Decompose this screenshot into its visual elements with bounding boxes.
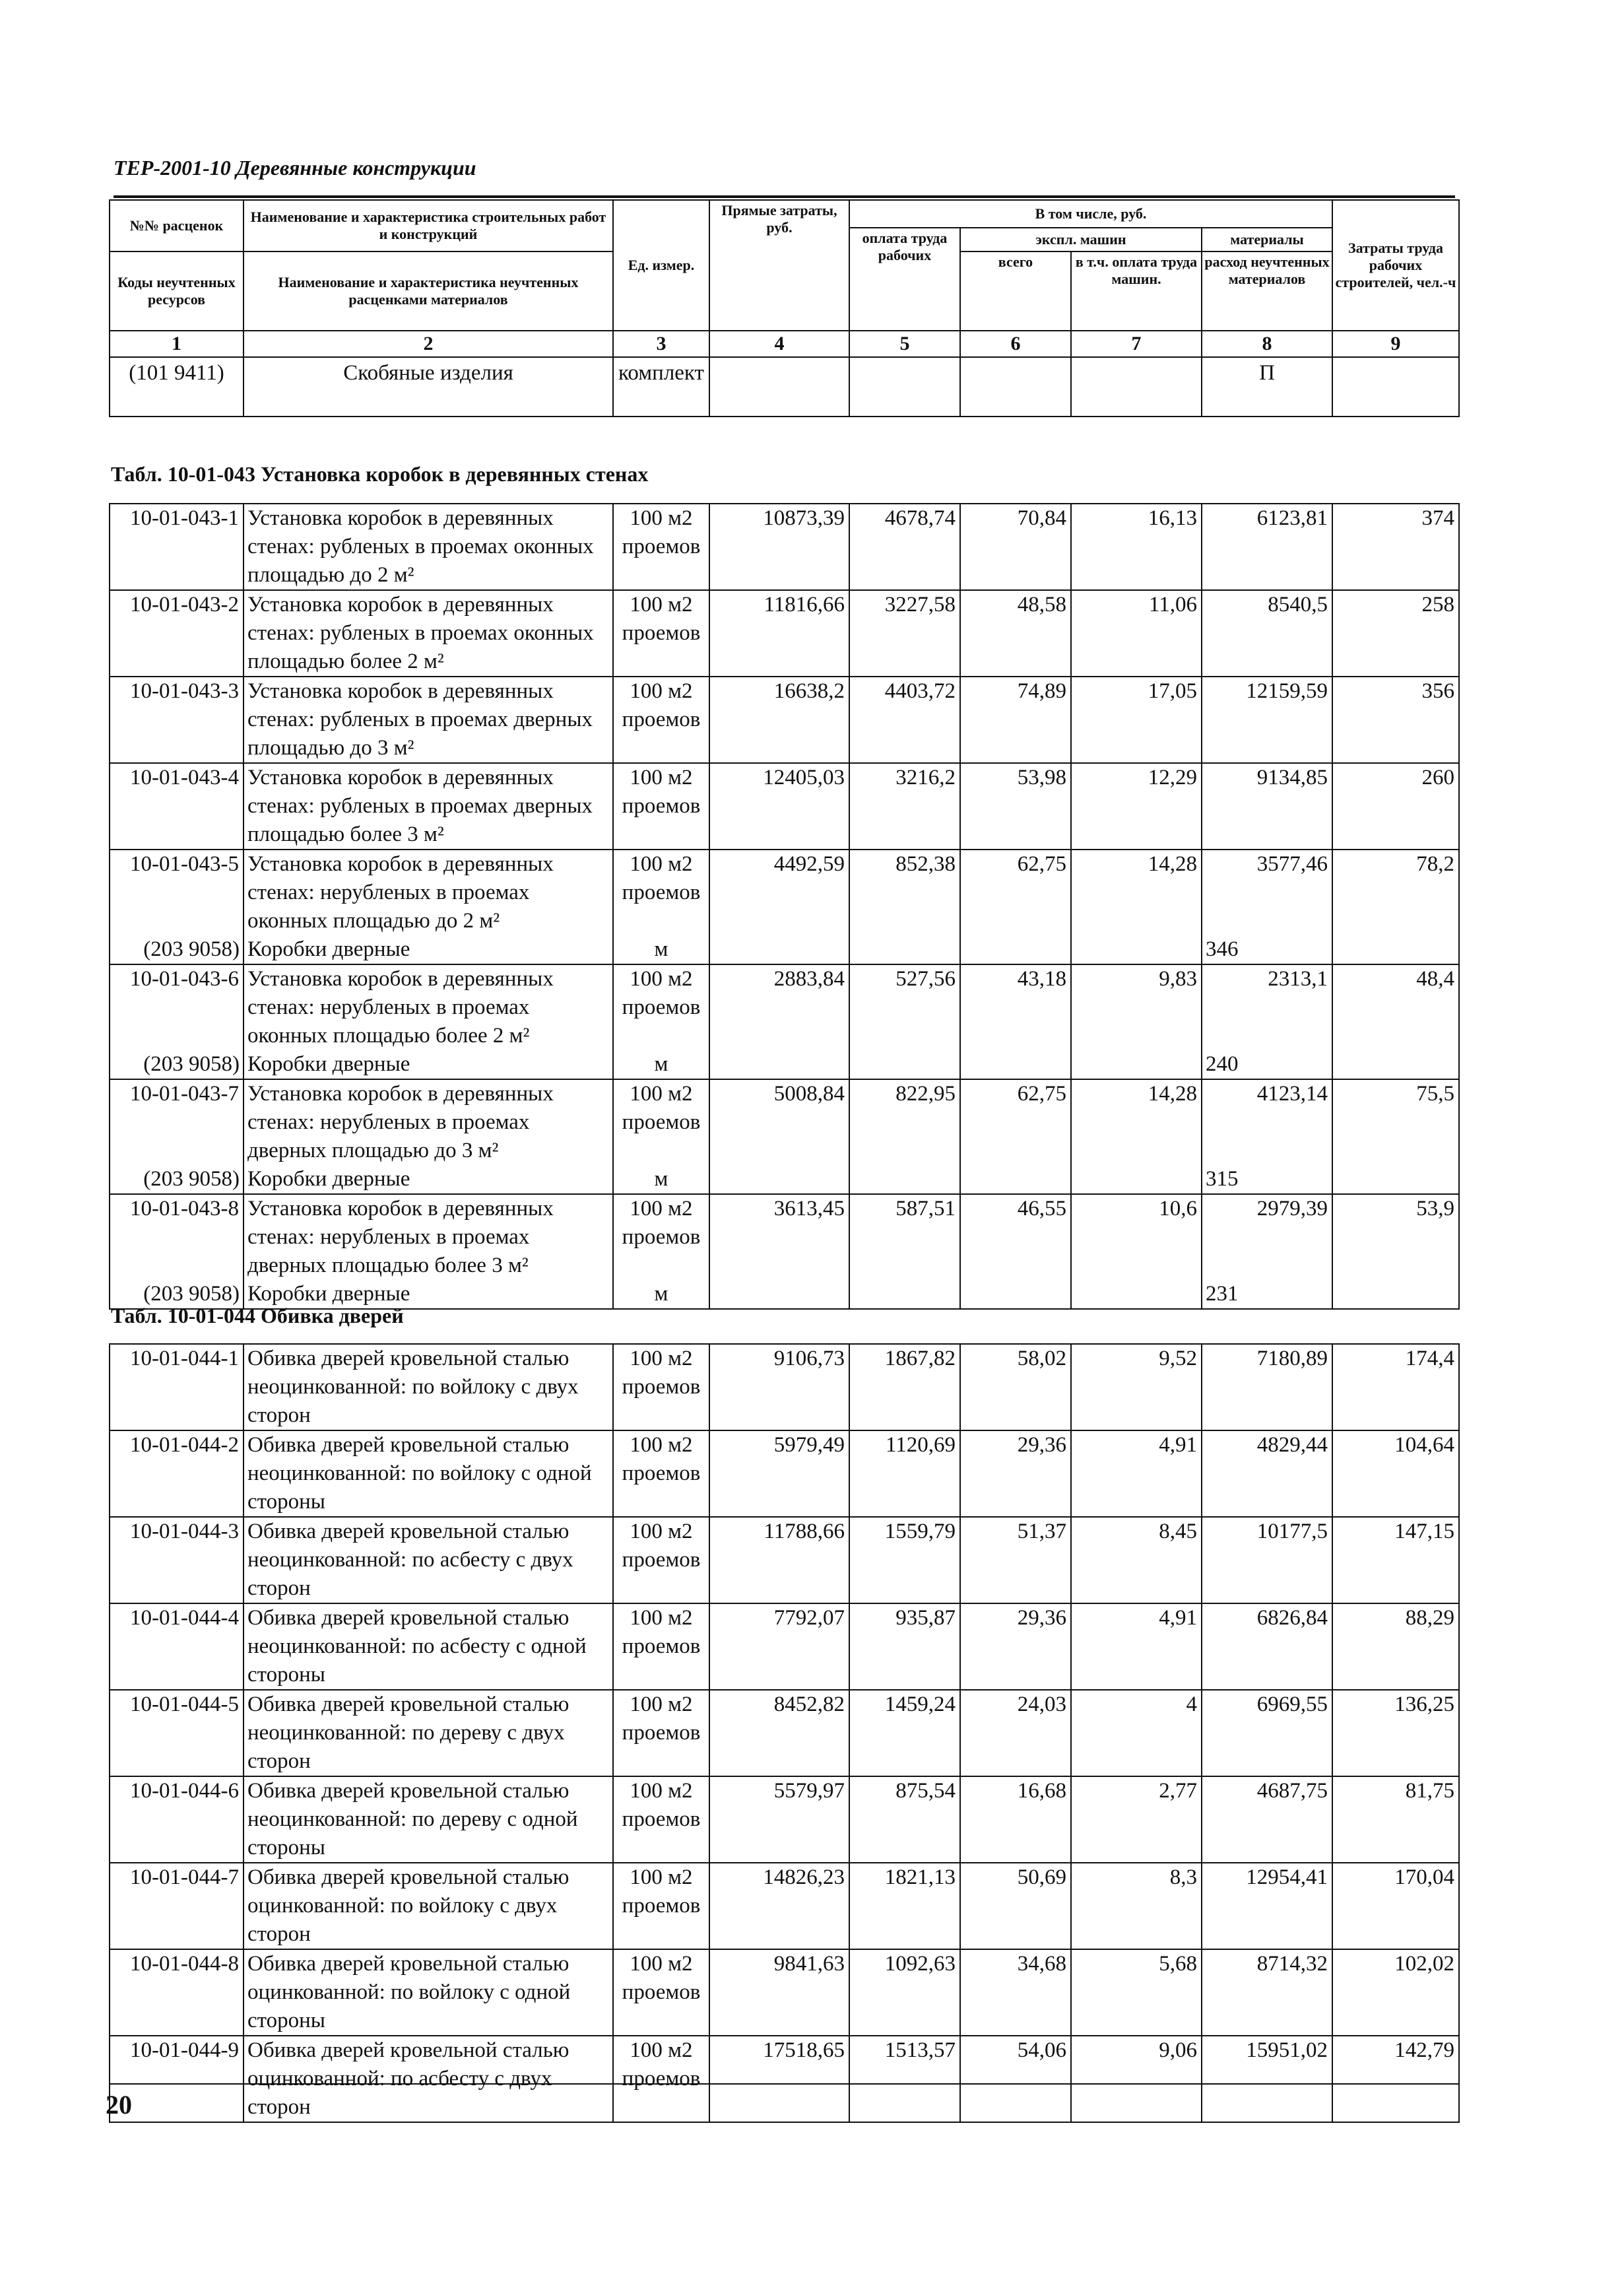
empty-cell <box>709 1050 849 1079</box>
labor-pay: 1821,13 <box>849 1863 960 1949</box>
work-name: Установка коробок в деревянных стенах: рубленых в проемах оконных площадью до 2 м² <box>244 504 613 590</box>
empty-cell <box>849 1280 960 1309</box>
resource-unit: м <box>613 1280 709 1309</box>
machines-total: 34,68 <box>960 1949 1071 2036</box>
machine-labor: 16,13 <box>1071 504 1202 590</box>
empty-cell <box>1071 1280 1202 1309</box>
machine-labor: 10,6 <box>1071 1194 1202 1280</box>
labor-hours: 75,5 <box>1332 1079 1459 1165</box>
machines-total: 43,18 <box>960 964 1071 1050</box>
col-number: 9 <box>1332 331 1459 357</box>
machine-labor: 8,3 <box>1071 1863 1202 1949</box>
direct-costs: 8452,82 <box>709 1690 849 1776</box>
machines-total: 62,75 <box>960 1079 1071 1165</box>
col-number: 8 <box>1202 331 1332 357</box>
machine-labor: 4,91 <box>1071 1603 1202 1690</box>
work-name: Установка коробок в деревянных стенах: нерубленых в проемах оконных площадью до 2 м² <box>244 850 613 935</box>
empty-cell <box>849 1050 960 1079</box>
footer-rule <box>109 2083 1458 2085</box>
labor-hours: 78,2 <box>1332 850 1459 935</box>
unit: 100 м2 проемов <box>613 1344 709 1430</box>
machine-labor: 5,68 <box>1071 1949 1202 2036</box>
labor-hours: 356 <box>1332 677 1459 763</box>
materials: 2979,39 <box>1202 1194 1332 1280</box>
header-material-name: Наименование и характеристика неучтенных расценками материалов <box>244 251 613 331</box>
table-row <box>110 1430 1459 1517</box>
section-title: Табл. 10-01-044 Обивка дверей <box>111 1304 404 1327</box>
column-header-table <box>109 199 1460 417</box>
rate-code: 10-01-043-4 <box>110 763 244 850</box>
empty-cell <box>1332 1280 1459 1309</box>
unit: 100 м2 проемов <box>613 1776 709 1863</box>
resource-unit: комплект <box>613 357 709 417</box>
labor-hours: 88,29 <box>1332 1603 1459 1690</box>
machines-total: 29,36 <box>960 1603 1071 1690</box>
labor-hours: 102,02 <box>1332 1949 1459 2036</box>
rate-code: 10-01-044-1 <box>110 1344 244 1430</box>
labor-hours: 258 <box>1332 590 1459 677</box>
table-row <box>110 763 1459 850</box>
materials: 3577,46 <box>1202 850 1332 935</box>
header-material-usage: расход неучтенных материалов <box>1202 251 1332 331</box>
unit: 100 м2 проемов <box>613 850 709 935</box>
machine-labor: 9,83 <box>1071 964 1202 1050</box>
materials: 9134,85 <box>1202 763 1332 850</box>
materials: 4829,44 <box>1202 1430 1332 1517</box>
resource-name: Коробки дверные <box>244 1280 613 1309</box>
direct-costs: 12405,03 <box>709 763 849 850</box>
rate-code: 10-01-044-6 <box>110 1776 244 1863</box>
machines-total: 58,02 <box>960 1344 1071 1430</box>
work-name: Установка коробок в деревянных стенах: нерубленых в проемах оконных площадью более 2 м² <box>244 964 613 1050</box>
work-name: Установка коробок в деревянных стенах: нерубленых в проемах дверных площадью более 3 м² <box>244 1194 613 1280</box>
work-name: Обивка дверей кровельной сталью оцинкованной: по войлоку с одной стороны <box>244 1949 613 2036</box>
labor-hours: 147,15 <box>1332 1517 1459 1603</box>
machines-total: 46,55 <box>960 1194 1071 1280</box>
empty-cell <box>1071 1050 1202 1079</box>
table-row <box>110 1344 1459 1430</box>
rate-code: 10-01-044-4 <box>110 1603 244 1690</box>
rate-code: 10-01-044-9 <box>110 2036 244 2122</box>
labor-pay: 1120,69 <box>849 1430 960 1517</box>
header-labor-pay: оплата труда рабочих <box>849 228 960 331</box>
resource-row <box>110 1165 1459 1194</box>
direct-costs: 17518,65 <box>709 2036 849 2122</box>
empty-cell <box>1071 935 1202 964</box>
labor-pay: 875,54 <box>849 1776 960 1863</box>
materials: 7180,89 <box>1202 1344 1332 1430</box>
col-number: 1 <box>110 331 244 357</box>
labor-pay: 822,95 <box>849 1079 960 1165</box>
direct-costs: 11788,66 <box>709 1517 849 1603</box>
rate-code: 10-01-043-6 <box>110 964 244 1050</box>
table-row <box>110 1603 1459 1690</box>
labor-hours: 170,04 <box>1332 1863 1459 1949</box>
header-work-name: Наименование и характеристика строительных работ и конструкций <box>244 200 613 251</box>
work-name: Обивка дверей кровельной сталью неоцинкованной: по асбесту с двух сторон <box>244 1517 613 1603</box>
resource-qty: 315 <box>1202 1165 1332 1194</box>
machine-labor: 9,52 <box>1071 1344 1202 1430</box>
resource-row <box>110 935 1459 964</box>
labor-pay: 852,38 <box>849 850 960 935</box>
materials: 4687,75 <box>1202 1776 1332 1863</box>
rates-table-044 <box>109 1343 1460 2123</box>
labor-pay: 1513,57 <box>849 2036 960 2122</box>
rate-code: 10-01-044-7 <box>110 1863 244 1949</box>
machines-total: 48,58 <box>960 590 1071 677</box>
header-machines: экспл. машин <box>960 228 1202 251</box>
empty-cell <box>960 935 1071 964</box>
work-name: Установка коробок в деревянных стенах: рубленых в проемах дверных площадью до 3 м² <box>244 677 613 763</box>
col-number: 2 <box>244 331 613 357</box>
labor-hours: 136,25 <box>1332 1690 1459 1776</box>
resource-name: Скобяные изделия <box>244 357 613 417</box>
resource-unit: м <box>613 935 709 964</box>
resource-code: (203 9058) <box>110 935 244 964</box>
table-row <box>110 504 1459 590</box>
rate-code: 10-01-043-3 <box>110 677 244 763</box>
machines-total: 16,68 <box>960 1776 1071 1863</box>
empty-cell <box>1332 1165 1459 1194</box>
materials: 12954,41 <box>1202 1863 1332 1949</box>
header-unit: Ед. измер. <box>613 200 709 331</box>
labor-pay: 587,51 <box>849 1194 960 1280</box>
rate-code: 10-01-044-8 <box>110 1949 244 2036</box>
labor-pay: 1459,24 <box>849 1690 960 1776</box>
table-row <box>110 1863 1459 1949</box>
resource-qty: 240 <box>1202 1050 1332 1079</box>
direct-costs: 14826,23 <box>709 1863 849 1949</box>
resource-code: (203 9058) <box>110 1050 244 1079</box>
labor-pay: 935,87 <box>849 1603 960 1690</box>
table-row <box>110 1949 1459 2036</box>
empty-cell <box>960 1050 1071 1079</box>
work-name: Установка коробок в деревянных стенах: нерубленых в проемах дверных площадью до 3 м² <box>244 1079 613 1165</box>
machines-total: 53,98 <box>960 763 1071 850</box>
machines-total: 50,69 <box>960 1863 1071 1949</box>
direct-costs: 2883,84 <box>709 964 849 1050</box>
table-row <box>110 590 1459 677</box>
materials: 10177,5 <box>1202 1517 1332 1603</box>
materials: 6123,81 <box>1202 504 1332 590</box>
work-name: Обивка дверей кровельной сталью оцинкованной: по войлоку с двух сторон <box>244 1863 613 1949</box>
machine-labor: 4,91 <box>1071 1430 1202 1517</box>
table-row <box>110 1517 1459 1603</box>
materials: 8714,32 <box>1202 1949 1332 2036</box>
work-name: Установка коробок в деревянных стенах: рубленых в проемах оконных площадью более 2 м² <box>244 590 613 677</box>
empty-cell <box>1071 1165 1202 1194</box>
direct-costs: 3613,45 <box>709 1194 849 1280</box>
labor-hours: 81,75 <box>1332 1776 1459 1863</box>
header-labor-hours: Затраты труда рабочих строителей, чел.-ч <box>1332 200 1459 331</box>
empty-cell <box>1332 935 1459 964</box>
machines-total: 54,06 <box>960 2036 1071 2122</box>
rates-table-043 <box>109 503 1460 1310</box>
materials: 6826,84 <box>1202 1603 1332 1690</box>
direct-costs: 5008,84 <box>709 1079 849 1165</box>
unit: 100 м2 проемов <box>613 1517 709 1603</box>
direct-costs: 10873,39 <box>709 504 849 590</box>
materials: 6969,55 <box>1202 1690 1332 1776</box>
work-name: Обивка дверей кровельной сталью оцинкованной: по асбесту с двух сторон <box>244 2036 613 2122</box>
resource-name: Коробки дверные <box>244 1050 613 1079</box>
direct-costs: 11816,66 <box>709 590 849 677</box>
materials: 12159,59 <box>1202 677 1332 763</box>
labor-pay: 4403,72 <box>849 677 960 763</box>
machine-labor: 9,06 <box>1071 2036 1202 2122</box>
labor-hours: 53,9 <box>1332 1194 1459 1280</box>
machine-labor: 11,06 <box>1071 590 1202 677</box>
running-title: ТЕР-2001-10 Деревянные конструкции <box>114 156 476 180</box>
unit: 100 м2 проемов <box>613 677 709 763</box>
machine-labor: 14,28 <box>1071 1079 1202 1165</box>
unit: 100 м2 проемов <box>613 1430 709 1517</box>
unit: 100 м2 проемов <box>613 763 709 850</box>
resource-code: (101 9411) <box>110 357 244 417</box>
machine-labor: 2,77 <box>1071 1776 1202 1863</box>
empty-cell <box>709 1280 849 1309</box>
direct-costs: 5979,49 <box>709 1430 849 1517</box>
machine-labor: 14,28 <box>1071 850 1202 935</box>
rate-code: 10-01-044-3 <box>110 1517 244 1603</box>
rate-code: 10-01-043-7 <box>110 1079 244 1165</box>
col-number: 4 <box>709 331 849 357</box>
rate-code: 10-01-043-2 <box>110 590 244 677</box>
empty-cell <box>709 1165 849 1194</box>
header-rate-number: №№ расценок <box>110 200 244 251</box>
empty-cell <box>1332 1050 1459 1079</box>
labor-pay: 1867,82 <box>849 1344 960 1430</box>
labor-pay: 3227,58 <box>849 590 960 677</box>
labor-hours: 48,4 <box>1332 964 1459 1050</box>
work-name: Обивка дверей кровельной сталью неоцинкованной: по войлоку с одной стороны <box>244 1430 613 1517</box>
work-name: Обивка дверей кровельной сталью неоцинкованной: по асбесту с одной стороны <box>244 1603 613 1690</box>
labor-hours: 104,64 <box>1332 1430 1459 1517</box>
machine-labor: 12,29 <box>1071 763 1202 850</box>
work-name: Обивка дверей кровельной сталью неоцинкованной: по войлоку с двух сторон <box>244 1344 613 1430</box>
work-name: Обивка дверей кровельной сталью неоцинкованной: по дереву с двух сторон <box>244 1690 613 1776</box>
rate-code: 10-01-044-5 <box>110 1690 244 1776</box>
machines-total: 29,36 <box>960 1430 1071 1517</box>
work-name: Установка коробок в деревянных стенах: рубленых в проемах дверных площадью более 3 м² <box>244 763 613 850</box>
labor-pay: 3216,2 <box>849 763 960 850</box>
header-machine-labor: в т.ч. оплата труда машин. <box>1071 251 1202 331</box>
machines-total: 24,03 <box>960 1690 1071 1776</box>
table-row <box>110 1690 1459 1776</box>
table-row <box>110 1776 1459 1863</box>
labor-pay: 4678,74 <box>849 504 960 590</box>
header-machines-total: всего <box>960 251 1071 331</box>
resource-name: Коробки дверные <box>244 935 613 964</box>
unit: 100 м2 проемов <box>613 590 709 677</box>
resource-qty: 346 <box>1202 935 1332 964</box>
table-row <box>110 677 1459 763</box>
direct-costs: 9841,63 <box>709 1949 849 2036</box>
resource-code: (203 9058) <box>110 1165 244 1194</box>
labor-hours: 142,79 <box>1332 2036 1459 2122</box>
resource-qty: П <box>1202 357 1332 417</box>
machines-total: 70,84 <box>960 504 1071 590</box>
empty-cell <box>960 1165 1071 1194</box>
table-row <box>110 1194 1459 1280</box>
resource-qty: 231 <box>1202 1280 1332 1309</box>
machines-total: 62,75 <box>960 850 1071 935</box>
rate-code: 10-01-043-1 <box>110 504 244 590</box>
direct-costs: 4492,59 <box>709 850 849 935</box>
table-row <box>110 964 1459 1050</box>
materials: 15951,02 <box>1202 2036 1332 2122</box>
resource-unit: м <box>613 1050 709 1079</box>
col-number: 6 <box>960 331 1071 357</box>
header-including: В том числе, руб. <box>849 200 1332 228</box>
labor-hours: 374 <box>1332 504 1459 590</box>
work-name: Обивка дверей кровельной сталью неоцинкованной: по дереву с одной стороны <box>244 1776 613 1863</box>
labor-pay: 527,56 <box>849 964 960 1050</box>
direct-costs: 7792,07 <box>709 1603 849 1690</box>
unit: 100 м2 проемов <box>613 1079 709 1165</box>
section-title: Табл. 10-01-043 Установка коробок в деревянных стенах <box>111 462 649 486</box>
labor-pay: 1092,63 <box>849 1949 960 2036</box>
machines-total: 51,37 <box>960 1517 1071 1603</box>
labor-hours: 174,4 <box>1332 1344 1459 1430</box>
direct-costs: 16638,2 <box>709 677 849 763</box>
empty-cell <box>709 935 849 964</box>
unit: 100 м2 проемов <box>613 964 709 1050</box>
unit: 100 м2 проемов <box>613 2036 709 2122</box>
machine-labor: 8,45 <box>1071 1517 1202 1603</box>
header-materials: материалы <box>1202 228 1332 251</box>
resource-unit: м <box>613 1165 709 1194</box>
machine-labor: 4 <box>1071 1690 1202 1776</box>
unit: 100 м2 проемов <box>613 1863 709 1949</box>
unit: 100 м2 проемов <box>613 1690 709 1776</box>
rate-code: 10-01-043-5 <box>110 850 244 935</box>
table-row <box>110 2036 1459 2122</box>
unit: 100 м2 проемов <box>613 1949 709 2036</box>
machines-total: 74,89 <box>960 677 1071 763</box>
direct-costs: 5579,97 <box>709 1776 849 1863</box>
col-number: 7 <box>1071 331 1202 357</box>
resource-code: (203 9058) <box>110 1280 244 1309</box>
col-number: 3 <box>613 331 709 357</box>
direct-costs: 9106,73 <box>709 1344 849 1430</box>
materials: 8540,5 <box>1202 590 1332 677</box>
labor-pay: 1559,79 <box>849 1517 960 1603</box>
table-row <box>110 1079 1459 1165</box>
labor-hours: 260 <box>1332 763 1459 850</box>
page-header <box>114 156 1455 198</box>
empty-cell <box>960 1280 1071 1309</box>
resource-name: Коробки дверные <box>244 1165 613 1194</box>
page-number: 20 <box>106 2090 132 2120</box>
rate-code: 10-01-043-8 <box>110 1194 244 1280</box>
machine-labor: 17,05 <box>1071 677 1202 763</box>
unit: 100 м2 проемов <box>613 1194 709 1280</box>
unit: 100 м2 проемов <box>613 1603 709 1690</box>
unit: 100 м2 проемов <box>613 504 709 590</box>
header-resource-codes: Коды неучтенных ресурсов <box>110 251 244 331</box>
col-number: 5 <box>849 331 960 357</box>
resource-row <box>110 1050 1459 1079</box>
empty-cell <box>849 935 960 964</box>
empty-cell <box>849 1165 960 1194</box>
rate-code: 10-01-044-2 <box>110 1430 244 1517</box>
materials: 4123,14 <box>1202 1079 1332 1165</box>
table-row <box>110 850 1459 935</box>
materials: 2313,1 <box>1202 964 1332 1050</box>
header-direct-costs: Прямые затраты, руб. <box>709 200 849 331</box>
